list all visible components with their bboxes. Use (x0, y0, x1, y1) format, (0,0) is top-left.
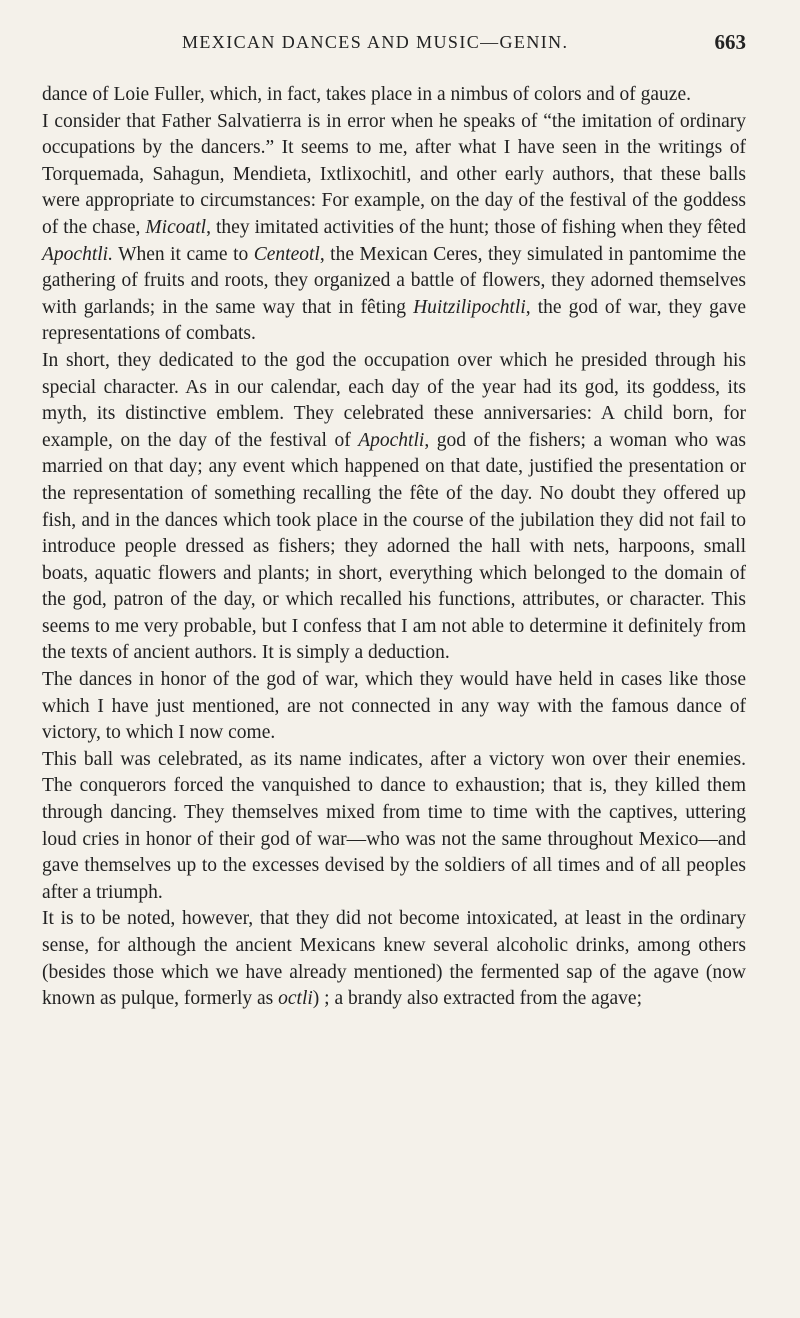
italic-term: Centeotl (253, 243, 320, 265)
paragraph (42, 109, 746, 348)
text-run: , the god of war, they gave representations of combats. (42, 296, 746, 345)
italic-term: Apochtli. (42, 243, 113, 265)
paragraph (42, 82, 746, 109)
text-run: , they imitated activities of the hunt; those of fishing when they fêted (206, 216, 746, 238)
text-run: In short, they dedicated to the god the occupation over which he presided through his special character. As in our calendar, each day of the year had its god, its goddess, its myth, its distinctive emblem. They celebrated these anniversaries: A child born, for example, on the day of the festival of (42, 349, 746, 451)
paragraph (42, 667, 746, 747)
italic-term: Micoatl (145, 216, 207, 238)
text-run: ) ; a brandy also extracted from the agave; (312, 988, 642, 1010)
text-run: , god of the fishers; a woman who was married on that day; any event which happened on that date, justified the presentation or the representation of something recalling the fête of the day. No doubt they offered up fish, and in the dances which took place in the course of the jubilation they did not fail to introduce people dressed as fishers; they adorned the hall with nets, harpoons, small boats, aquatic flowers and plants; in short, everything which belonged to the domain of the god, patron of the day, or which recalled his functions, attributes, or character. This seems to me very probable, but I confess that I am not able to determine it definitely from the texts of ancient authors. It is simply a deduction. (42, 429, 746, 664)
text-run: , the Mexican Ceres, they simulated in pantomime the gathering of fruits and roots, they organized a battle of flowers, they adorned themselves with garlands; in the same way that in fêting (42, 243, 747, 318)
text-run: I consider that Father Salvatierra is in error when he speaks of “the imitation of ordinary occupations by the dancers.” It seems to me, after what I have seen in the writings of Torquemada, Sahagun, Mendieta, Ixtlixochitl, and other early authors, that these balls were appropriate to circumstances: For example, on the day of the festival of the goddess of the chase, (42, 110, 746, 238)
paragraph (42, 906, 746, 1012)
italic-term: Huitzilipochtli (413, 296, 526, 318)
italic-term: octli (278, 988, 313, 1010)
paragraph (42, 747, 746, 907)
text-run: dance of Loie Fuller, which, in fact, takes place in a nimbus of colors and of gauze. (42, 84, 691, 105)
text-run: It is to be noted, however, that they did not become intoxicated, at least in the ordinary sense, for although the ancient Mexicans knew several alcoholic drinks, among others (besides those which we have already mentioned) the fermented sap of the agave (now known as pulque, formerly as (42, 908, 746, 1010)
text-run: This ball was celebrated, as its name indicates, after a victory won over their enemies. The conquerors forced the vanquished to dance to exhaustion; that is, they killed them through dancing. They themselves mixed from time to time with the captives, uttering loud cries in honor of their god of war—who was not the same throughout Mexico—and gave themselves up to the excesses devised by the soldiers of all times and of all peoples after a triumph. (42, 748, 746, 903)
text-run: When it came to (112, 243, 254, 265)
paragraph (42, 348, 746, 667)
text-run: The dances in honor of the god of war, which they would have held in cases like those which I have just mentioned, are not connected in any way with the famous dance of victory, to which I now come. (42, 669, 746, 744)
body-text (42, 82, 746, 1013)
page-number: 663 (714, 30, 746, 54)
running-head: MEXICAN DANCES AND MUSIC—GENIN. (182, 32, 569, 52)
italic-term: Apochtli (358, 429, 425, 451)
page-header (42, 30, 746, 66)
